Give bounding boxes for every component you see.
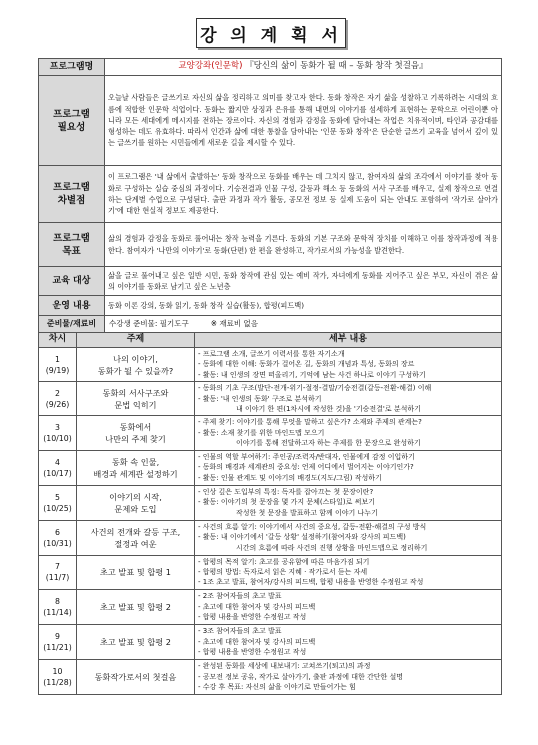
schedule-row <box>39 589 502 624</box>
details-cell <box>195 485 502 520</box>
session-cell <box>39 555 77 589</box>
topic-cell <box>77 382 195 416</box>
topic-line: 이야기의 시작, <box>109 491 162 502</box>
material-text: 수강생 준비물: 필기도구 <box>109 319 189 329</box>
session-date: (11/7) <box>45 573 70 583</box>
necessity-label-line2: 필요성 <box>57 121 86 133</box>
detail-line: - 초고에 대한 참여자 및 강사의 피드백 <box>198 637 316 646</box>
detail-line: - 1조 초고 발표, 참여자/강사의 피드백, 합평 내용을 반영한 수정원고 작성 <box>198 578 424 587</box>
topic-cell <box>77 485 195 520</box>
header-details: 세부 내용 <box>195 333 502 348</box>
session-cell <box>39 416 77 450</box>
header-topic: 주제 <box>77 333 195 348</box>
detail-line: - 활동: 내 이야기에서 '갈등 상황' 설정하기(참여자와 강사의 피드백) <box>198 533 406 542</box>
details-cell <box>195 624 502 659</box>
details-cell <box>195 589 502 624</box>
schedule-row <box>39 555 502 589</box>
session-number: 6 <box>55 527 60 537</box>
goal-label-line2: 목표 <box>62 245 81 257</box>
details-cell <box>195 450 502 485</box>
details-cell <box>195 555 502 589</box>
detail-line: - 3조 참여자들의 초고 발표 <box>198 627 282 636</box>
topic-cell <box>77 450 195 485</box>
necessity-label-line1: 프로그램 <box>53 108 90 120</box>
detail-line: - 인상 깊은 도입부의 특징: 독자를 잡아끄는 첫 문장이란? <box>198 488 374 497</box>
session-date: (9/19) <box>45 365 70 375</box>
target-text: 삶을 글로 풀어내고 싶은 일반 시민, 동화 창작에 관심 있는 예비 작가, 자녀에게 동화를 지어주고 싶은 부모, 자신이 겪은 삶의 이야기를 동화로 남기고 싶은 노년층 <box>105 267 502 296</box>
session-date: (10/31) <box>43 538 72 548</box>
detail-line: - 인물의 역할 부여하기: 주인공/조력자/반대자, 인물에게 감정 이입하기 <box>198 453 415 462</box>
topic-line: 동화 속 인물, <box>111 456 160 467</box>
detail-line: - 사건의 흐름 알기: 이야기에서 사건의 중요성, 갈등-전환-해결의 구성 방식 <box>198 523 427 532</box>
session-number: 5 <box>55 492 60 502</box>
topic-line: 동화에서 <box>119 422 152 433</box>
session-number: 3 <box>55 423 60 433</box>
detail-line: - 활동: 이야기의 첫 문장을 몇 가지 문체(스타일)로 써보기 <box>198 498 375 507</box>
topic-line: 배경과 세계관 설정하기 <box>93 468 178 479</box>
topic-line: 초고 발표 및 합평 1 <box>100 567 171 578</box>
detail-line: - 동화에 대한 이해: 동화가 걸어온 길, 동화의 개념과 특성, 동화의 장르 <box>198 360 415 369</box>
session-cell <box>39 450 77 485</box>
session-cell <box>39 348 77 382</box>
topic-line: 사건의 전개와 갈등 구조, <box>90 526 181 537</box>
topic-cell <box>77 555 195 589</box>
material-cell <box>105 316 502 333</box>
target-label: 교육 대상 <box>39 267 105 296</box>
session-number: 2 <box>55 388 60 398</box>
topic-line: 문법 익히기 <box>114 399 157 410</box>
topic-line: 동화가 될 수 있을까? <box>97 365 174 376</box>
necessity-text: 오늘날 사람들은 글쓰기로 자신의 삶을 정리하고 의미를 찾고자 한다. 동화 창작은 자기 삶을 성찰하고 기록하려는 시대의 흐름에 적합한 인문학 석업이다. 동화는 짧지만 상징과 은유를 통해 내면의 이야기를 섬세하게 표현하는 문학으로 어린이뿐 아니라 모든 세대에게 메시지를 전하는 장르이다. 자신의 경험과 감정을 동화에 담아내는 작업은 치유적이며, 타인과 공감대를 형성하는 데도 유효하다. 따라서 인간과 삶에 대한 통찰을 담아내는 '인문 동화 창작'은 단순한 글쓰기 교육을 넘어서 깊이 있는 글쓰기를 원하는 시민들에게 새로운 길을 제시할 수 있다. <box>105 76 502 166</box>
material-label: 준비물/재료비 <box>39 316 105 333</box>
detail-line: - 합평의 목적 알기: 초고를 공유함에 따른 마음가짐 되기 <box>198 557 370 566</box>
detail-line: 작성한 첫 문장을 발표하고 함께 이야기 나누기 <box>236 508 378 517</box>
difference-label-line1: 프로그램 <box>53 182 90 193</box>
session-number: 4 <box>55 457 60 467</box>
schedule-row <box>39 485 502 520</box>
session-number: 7 <box>55 562 60 572</box>
topic-cell <box>77 624 195 659</box>
session-cell <box>39 589 77 624</box>
session-number: 9 <box>55 631 60 641</box>
detail-line: - 합평 내용을 반영한 수정원고 작성 <box>198 648 307 657</box>
session-date: (10/25) <box>43 503 72 513</box>
topic-line: 절정과 여운 <box>114 538 157 549</box>
difference-text: 이 프로그램은 '내 삶에서 출발하는' 동화 창작으로 동화를 배우는 데 그치지 않고, 참여자의 삶의 조각에서 이야기를 찾아 동화로 구성하는 실습 중심의 과정이다. 기승전결과 인물 구성, 갈등과 해소 등 동화의 서사 구조를 배우고, 실제 창작으로 연결하는 단계별 수업으로 구성된다. 출판 과정과 작가 활동, 공모전 정보 등 실제 도움이 되는 안내도 포함하여 '작가로 살아가기'에 대한 현실적 정보도 제공한다. <box>105 166 502 223</box>
schedule-row <box>39 659 502 694</box>
detail-line: - 활동: 소재 찾기를 위한 마인드맵 모으기 <box>198 428 325 437</box>
topic-line: 나만의 주제 찾기 <box>105 434 166 445</box>
schedule-table <box>38 332 502 695</box>
schedule-row <box>39 450 502 485</box>
goal-text: 삶의 경험과 감정을 동화로 풀어내는 창작 능력을 기른다. 동화의 기본 구조와 문학적 장치를 이해하고 이를 창작과정에 적용한다. 참여자가 '나만의 이야기'로 동화(단편) 한 편을 완성하고, 작가로서의 가능성을 발견한다. <box>105 223 502 267</box>
details-cell <box>195 416 502 450</box>
program-title <box>105 59 502 76</box>
session-date: (11/14) <box>43 607 72 617</box>
detail-line: - 수강 후 목표: 자신의 삶을 이야기로 만들어가는 힘 <box>198 683 356 692</box>
details-cell <box>195 520 502 555</box>
detail-line: 내 이야기 한 편(1차시에 작성한 것)을 '기승전결'로 분석하기 <box>236 405 421 414</box>
detail-line: - 동화의 배경과 세계관의 중요성: 언제 어디에서 벌어지는 이야기인가? <box>198 463 414 472</box>
necessity-label <box>39 76 105 166</box>
detail-line: - 동화의 기초 구조(발단-전개-위기-절정-결말/기승전결(갈등-전환-해결) 이해 <box>198 384 432 393</box>
program-label: 프로그램명 <box>39 59 105 76</box>
material-fee: ※ 재료비 없음 <box>210 319 259 329</box>
schedule-row <box>39 520 502 555</box>
schedule-row <box>39 382 502 416</box>
info-table <box>38 58 502 333</box>
header-session: 차시 <box>39 333 77 348</box>
detail-line: 시간의 흐름에 따라 사건의 진행 상황을 마인드맵으로 정리하기 <box>236 543 428 552</box>
session-date: (11/21) <box>43 642 72 652</box>
program-name: 『당신의 삶이 동화가 될 때 – 동화 창작 첫걸음』 <box>245 61 428 72</box>
detail-line: - 완성된 동화를 세상에 내보내기: 고쳐쓰기(퇴고)의 과정 <box>198 662 371 671</box>
topic-line: 문제와 도입 <box>114 503 157 514</box>
detail-line: - 프로그램 소개, 글쓰기 이력서를 통한 자기소개 <box>198 350 345 358</box>
session-cell <box>39 520 77 555</box>
detail-line: - 2조 참여자들의 초고 발표 <box>198 592 282 601</box>
detail-line: - 활동: 내 인생의 장면 떠올리기, 기억에 남는 사건 하나로 이야기 구성하기 <box>198 370 426 379</box>
program-category: 교양강좌(인문학) <box>178 61 243 72</box>
session-cell <box>39 624 77 659</box>
session-date: (10/10) <box>43 434 72 444</box>
title-box <box>196 18 346 48</box>
detail-line: - 합평 내용을 반영한 수정원고 작성 <box>198 613 307 622</box>
topic-line: 초고 발표 및 합평 2 <box>100 636 171 647</box>
session-date: (11/28) <box>43 677 72 687</box>
topic-line: 동화의 서사구조와 <box>102 387 169 398</box>
details-cell <box>195 659 502 694</box>
schedule-row <box>39 348 502 382</box>
session-number: 10 <box>52 666 63 676</box>
schedule-row <box>39 624 502 659</box>
session-number: 1 <box>55 354 60 364</box>
detail-line: 이야기를 통해 전달하고자 하는 주제를 한 문장으로 완성하기 <box>236 439 421 448</box>
session-number: 8 <box>55 596 60 606</box>
schedule-row <box>39 416 502 450</box>
session-cell <box>39 485 77 520</box>
session-cell <box>39 659 77 694</box>
topic-cell <box>77 416 195 450</box>
detail-line: - 합평의 방법: 독자로서 읽은 지혜 · 작가로서 듣는 자세 <box>198 568 368 577</box>
page-title: 강 의 계 획 서 <box>200 25 342 46</box>
session-cell <box>39 382 77 416</box>
content-text: 동화 이론 강의, 동화 읽기, 동화 창작 실습(활동), 합평(피드백) <box>105 296 502 316</box>
goal-label-line1: 프로그램 <box>53 232 90 244</box>
detail-line: - 초고에 대한 참여자 및 강사의 피드백 <box>198 602 316 611</box>
session-date: (10/17) <box>43 468 72 478</box>
topic-cell <box>77 659 195 694</box>
topic-line: 동화작가로서의 첫걸음 <box>94 671 177 682</box>
detail-line: - 활동: 인물 관계도 및 이야기의 배경도(지도/그림) 작성하기 <box>198 473 382 482</box>
topic-cell <box>77 520 195 555</box>
details-cell <box>195 382 502 416</box>
details-cell <box>195 348 502 382</box>
difference-label <box>39 166 105 223</box>
topic-cell <box>77 589 195 624</box>
difference-label-line2: 차별점 <box>57 195 86 206</box>
goal-label <box>39 223 105 267</box>
topic-line: 초고 발표 및 합평 2 <box>100 601 171 612</box>
session-date: (9/26) <box>45 399 70 409</box>
detail-line: - 주제 찾기: 이야기를 통해 무엇을 말하고 싶은가? 소재와 주제의 관계는? <box>198 418 422 427</box>
detail-line: - 활동: '내 인생의 동화' 구조로 분석하기 <box>198 394 322 403</box>
topic-cell <box>77 348 195 382</box>
content-label: 운영 내용 <box>39 296 105 316</box>
topic-line: 나의 이야기, <box>113 353 158 364</box>
detail-line: - 공모전 정보 공유, 작가로 살아가기, 출판 과정에 대한 간단한 설명 <box>198 672 404 681</box>
